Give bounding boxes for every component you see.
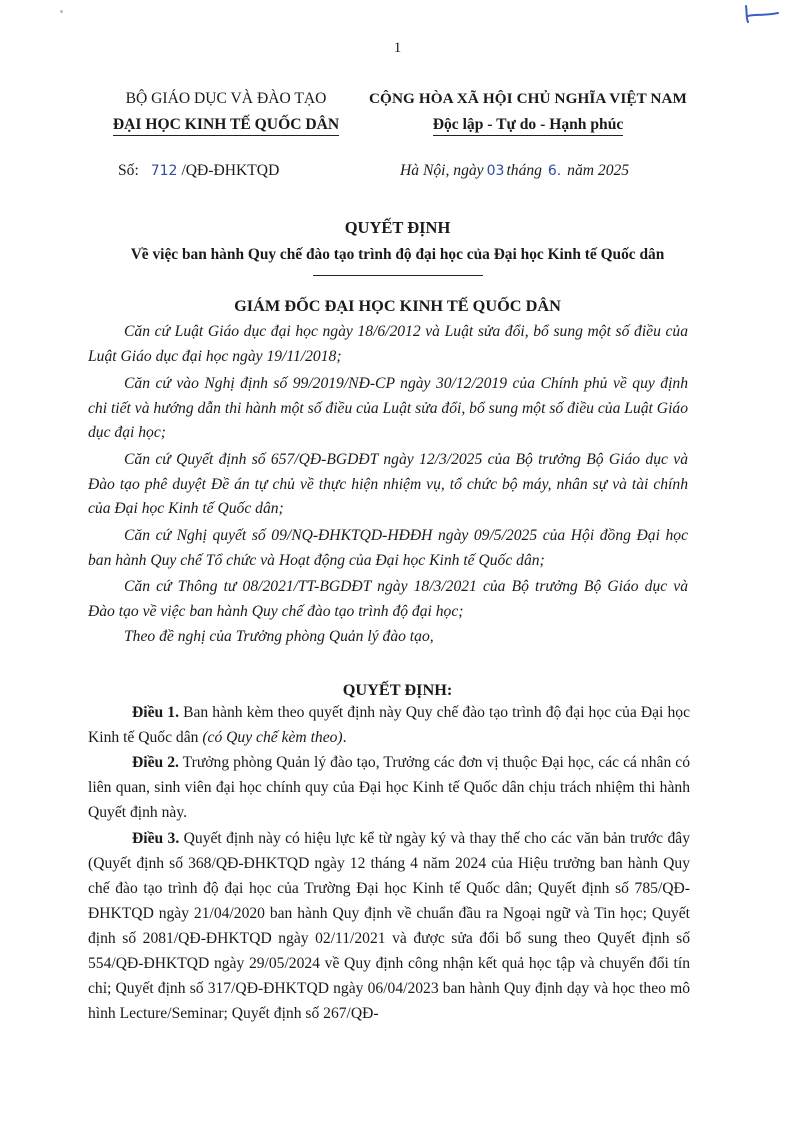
date-part2: tháng [506,162,542,179]
decision-heading: QUYẾT ĐỊNH: [342,680,453,699]
university-name: ĐẠI HỌC KINH TẾ QUỐC DÂN [113,114,339,136]
citation-2 [88,372,688,446]
document-number [118,162,279,180]
citation-text: Căn cứ Quyết định số 657/QĐ-BGDĐT ngày 12/3/2025 của Bộ trưởng Bộ Giáo dục và Đào tạo phê duyệt Đề án tự chủ về thực hiện nhiệm vụ, tổ chức bộ máy, nhân sự và tài chính của Đại học Kinh tế Quốc dân; [88,451,688,517]
citation-text: Căn cứ vào Nghị định số 99/2019/NĐ-CP ngày 30/12/2019 của Chính phủ về quy định chi tiết và hướng dẫn thi hành một số điều của Luật sửa đổi, bổ sung một số điều của Luật Giáo dục đại học; [88,375,688,441]
citation-text: Căn cứ Luật Giáo dục đại học ngày 18/6/2012 và Luật sửa đổi, bổ sung một số điều của Luật Giáo dục đại học ngày 19/11/2018; [88,323,688,365]
citation-4 [88,524,688,573]
doc-number-handwritten: 712 [150,163,178,179]
document-title: QUYẾT ĐỊNH [344,218,451,237]
national-motto: Độc lập - Tự do - Hạnh phúc [433,114,624,136]
citation-text: Căn cứ Nghị quyết số 09/NQ-ĐHKTQD-HĐĐH ngày 09/5/2025 của Hội đồng Đại học ban hành Quy chế Tổ chức và Hoạt động của Đại học Kinh tế Quốc dân; [88,527,688,569]
page-number: 1 [393,40,402,56]
article-label: Điều 1. [132,704,179,721]
article-1 [88,700,690,750]
article-italic: (có Quy chế kèm theo) [202,729,343,746]
citation-6 [88,625,688,650]
ministry-name: BỘ GIÁO DỤC VÀ ĐÀO TẠO [125,90,327,107]
date-month-handwritten: 6. [547,163,562,179]
doc-number-prefix: Số: [118,162,139,179]
article-3 [88,826,690,1026]
date-part1: Hà Nội, ngày [400,162,484,179]
citation-5 [88,575,688,624]
article-label: Điều 3. [132,830,180,847]
nation-header [358,86,698,138]
document-date [400,162,629,180]
citation-1 [88,320,688,369]
citation-3 [88,448,688,522]
article-text: Ban hành kèm theo quyết định này Quy chế đào tạo trình độ đại học của Đại học Kinh tế Quốc dân [88,704,690,746]
article-label: Điều 2. [132,754,179,771]
nation-name: CỘNG HÒA XÃ HỘI CHỦ NGHĨA VIỆT NAM [368,90,687,107]
title-divider [313,275,483,276]
issuer-header [96,86,356,138]
citation-text: Theo đề nghị của Trưởng phòng Quản lý đào tạo, [124,628,434,645]
issuer-title: GIÁM ĐỐC ĐẠI HỌC KINH TẾ QUỐC DÂN [234,296,561,315]
citation-text: Căn cứ Thông tư 08/2021/TT-BGDĐT ngày 18/3/2021 của Bộ trưởng Bộ Giáo dục và Đào tạo về việc ban hành Quy chế đào tạo trình độ đại học; [88,578,688,620]
article-end: . [342,729,347,746]
document-subtitle: Về việc ban hành Quy chế đào tạo trình độ đại học của Đại học Kinh tế Quốc dân [130,246,665,263]
scan-speck [60,10,63,13]
pen-mark-icon [742,4,782,26]
article-text: Quyết định này có hiệu lực kể từ ngày ký và thay thế cho các văn bản trước đây (Quyết định số 368/QĐ-ĐHKTQD ngày 12 tháng 4 năm 2024 của Hiệu trưởng ban hành Quy chế đào tạo trình độ đại học của Trường Đại học Kinh tế Quốc dân; Quyết định số 785/QĐ-ĐHKTQD ngày 21/04/2020 ban hành Quy định về chuẩn đầu ra Ngoại ngữ và Tin học; Quyết định số 2081/QĐ-ĐHKTQD ngày 02/11/2021 và được sửa đổi bổ sung theo Quyết định số 554/QĐ-ĐHKTQD ngày 29/05/2024 về Quy định công nhận kết quả học tập và chuyển đổi tín chỉ; Quyết định số 317/QĐ-ĐHKTQD ngày 06/04/2023 ban hành Quy định dạy và học theo mô hình Lecture/Seminar; Quyết định số 267/QĐ- [88,830,690,1022]
article-text: Trưởng phòng Quản lý đào tạo, Trưởng các đơn vị thuộc Đại học, các cá nhân có liên quan, sinh viên đại học chính quy của Đại học Kinh tế Quốc dân chịu trách nhiệm thi hành Quyết định này. [88,754,691,821]
doc-number-suffix: /QĐ-ĐHKTQD [181,162,280,179]
date-part3: năm 2025 [567,162,630,179]
date-day-handwritten: 03 [486,163,505,179]
article-2 [88,750,690,825]
